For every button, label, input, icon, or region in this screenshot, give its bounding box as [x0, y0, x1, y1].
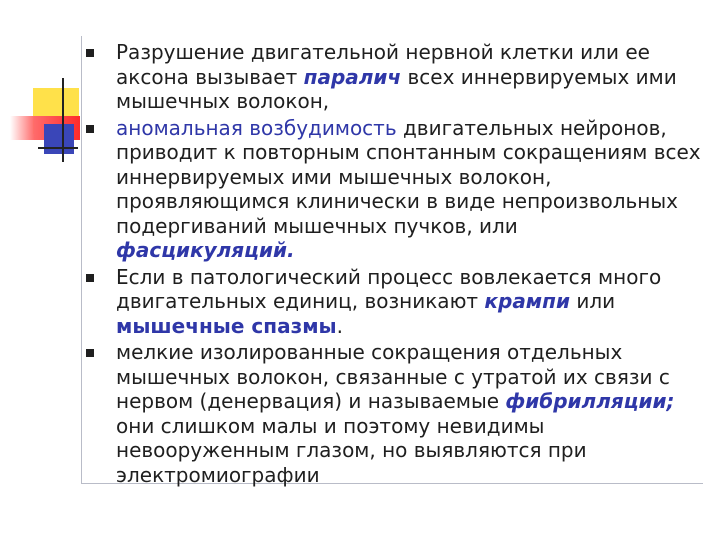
term-fibrillations: фибрилляции; [505, 389, 675, 413]
decorative-horizontal-line [38, 147, 78, 149]
bullet-text: Если в патологический процесс вовлекается много двигательных единиц, возникают крампи или мышечные спазмы. [116, 264, 662, 338]
term-cramps: крампи [484, 289, 570, 313]
square-bullet-icon [86, 49, 94, 57]
bullet-item-paralysis [86, 40, 702, 114]
bullet-item-fibrillations [86, 340, 702, 487]
square-bullet-icon [86, 349, 94, 357]
decorative-vertical-line [62, 78, 64, 162]
bullet-item-fasciculations [86, 116, 702, 263]
decorative-blue-square [44, 124, 74, 154]
bullet-text: аномальная возбудимость двигательных нейронов, приводит к повторным спонтанным сокращениям всех иннервируемых ими мышечных волокон, проявляющимся клинически в виде непроизвольных подергиваний мышечных пучков, или фасцикуляций. [116, 115, 701, 262]
term-abnormal-excitability: аномальная возбудимость [116, 115, 397, 140]
square-bullet-icon [86, 125, 94, 133]
term-paralysis: паралич [303, 64, 402, 89]
bullet-text: мелкие изолированные сокращения отдельных мышечных волокон, связанные с утратой их связи с нервом (денервация) и называемые фибрилляции; они слишком малы и поэтому невидимы невооруженным глазом, но выявляются при электромиографии [116, 340, 675, 487]
square-bullet-icon [86, 274, 94, 282]
bullet-list [86, 40, 702, 489]
term-fasciculations: фасцикуляций. [116, 238, 295, 262]
bullet-item-cramps [86, 265, 702, 339]
term-muscle-spasms: мышечные спазмы [116, 313, 337, 338]
bullet-text: Разрушение двигательной нервной клетки или ее аксона вызывает паралич всех иннервируемых ими мышечных волокон, [116, 40, 677, 113]
